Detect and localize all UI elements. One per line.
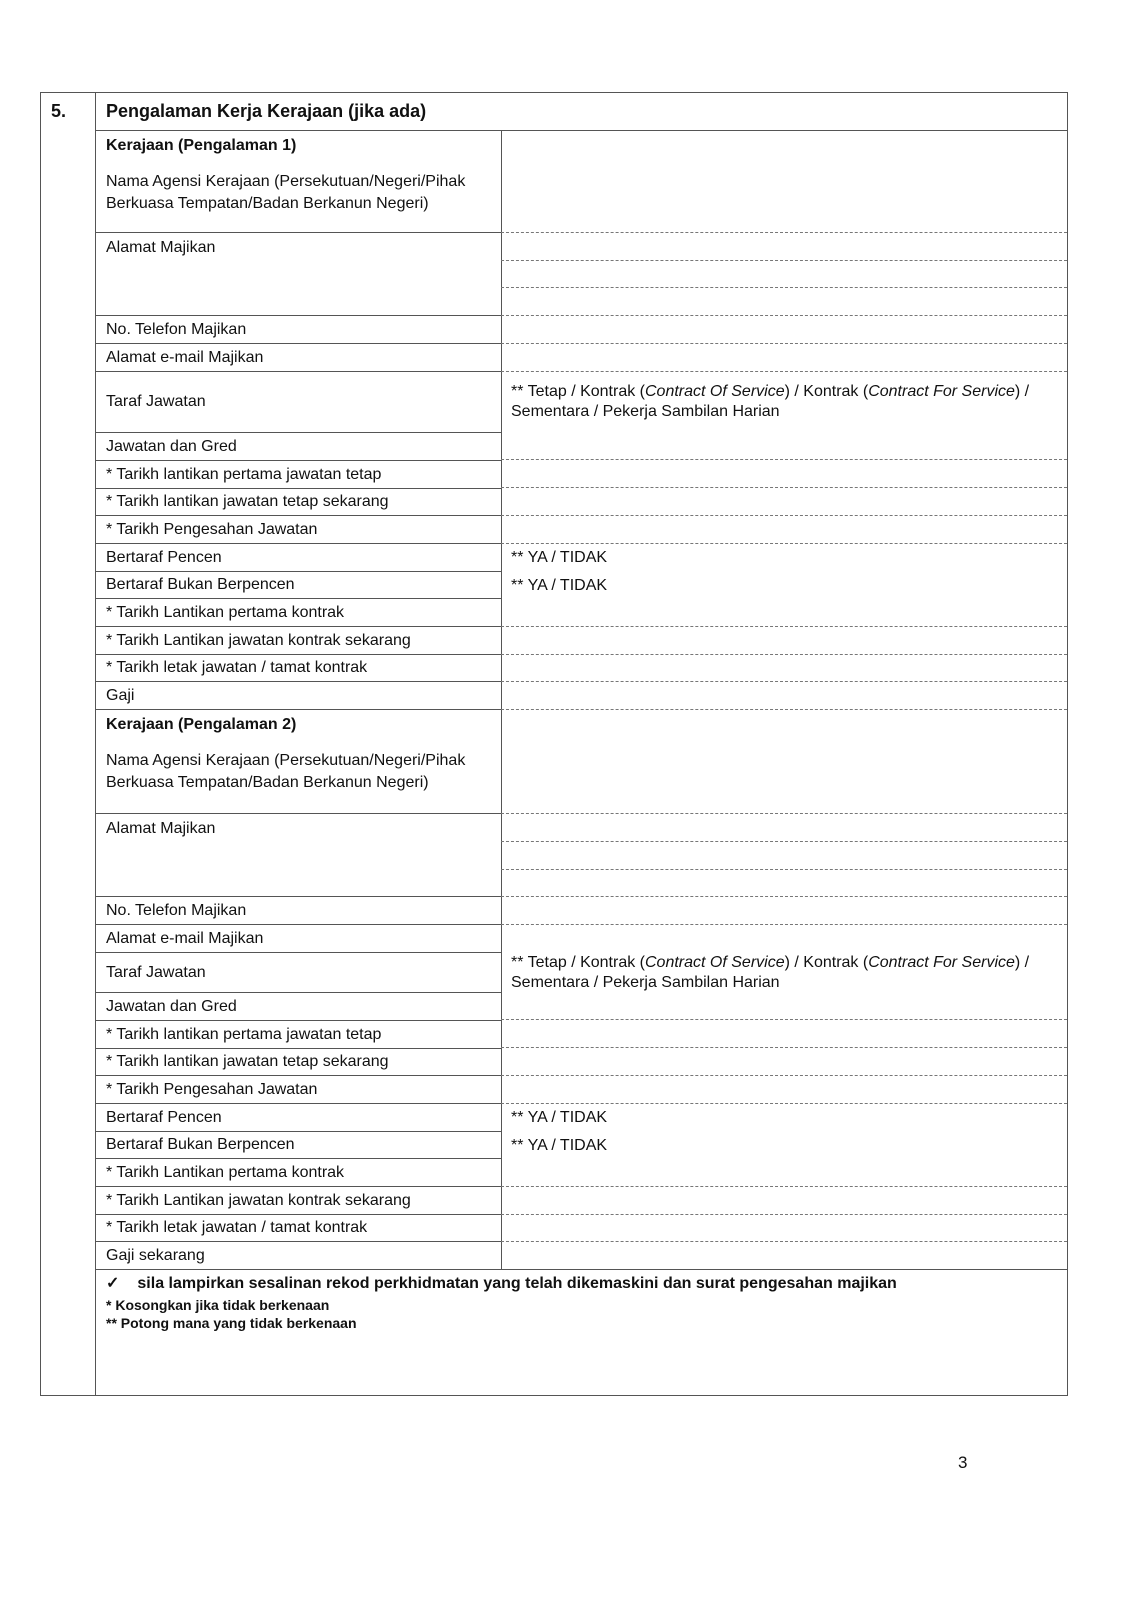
input-line[interactable] <box>501 1186 1067 1187</box>
experience-heading: Kerajaan (Pengalaman 2) <box>106 716 297 733</box>
input-line[interactable] <box>501 1047 1067 1048</box>
footnote-strike: ** Potong mana yang tidak berkenaan <box>106 1315 357 1331</box>
bukan-pencen-value: ** YA / TIDAK <box>511 1137 608 1154</box>
field-label: * Tarikh Pengesahan Jawatan <box>106 1080 318 1098</box>
input-line[interactable] <box>501 841 1067 842</box>
input-line[interactable] <box>501 654 1067 655</box>
input-line[interactable] <box>501 1241 1067 1242</box>
taraf-jawatan-options <box>511 382 1056 422</box>
field-label: * Tarikh letak jawatan / tamat kontrak <box>106 659 368 676</box>
field-label: Bertaraf Pencen <box>106 548 222 566</box>
input-line[interactable] <box>501 681 1067 682</box>
input-line[interactable] <box>501 1019 1067 1020</box>
taraf-jawatan-options <box>511 953 1056 993</box>
check-icon: ✓ <box>106 1275 120 1292</box>
agency-name-label <box>96 131 500 232</box>
field-label: Jawatan dan Gred <box>106 997 237 1015</box>
field-label: Taraf Jawatan <box>106 393 206 410</box>
field-label: Bertaraf Bukan Berpencen <box>106 1136 295 1153</box>
option-text: ) / Kontrak ( <box>784 954 869 971</box>
agency-label: Nama Agensi Kerajaan (Persekutuan/Negeri/Pihak Berkuasa Tempatan/Badan Berkanun Negeri) <box>106 173 466 212</box>
pencen-value: ** YA / TIDAK <box>511 1109 608 1126</box>
option-text: ) / Sementara / Pekerja Sambilan Harian <box>511 383 1030 420</box>
input-line[interactable] <box>501 459 1067 460</box>
row-divider <box>95 1269 1067 1270</box>
contract-type-italic: Contract For Service <box>868 383 1015 400</box>
field-label: Taraf Jawatan <box>106 963 206 981</box>
field-label: Alamat e-mail Majikan <box>106 929 264 947</box>
input-line[interactable] <box>501 232 1067 233</box>
input-line[interactable] <box>501 287 1067 288</box>
contract-type-italic: Contract For Service <box>868 954 1015 971</box>
option-text: ** Tetap / Kontrak ( <box>511 954 645 971</box>
contract-type-italic: Contract Of Service <box>645 383 785 400</box>
field-label: Alamat Majikan <box>106 239 216 256</box>
pencen-value: ** YA / TIDAK <box>511 549 608 566</box>
field-label: * Tarikh Lantikan pertama kontrak <box>106 1163 345 1181</box>
input-line[interactable] <box>501 626 1067 627</box>
input-line[interactable] <box>501 1075 1067 1076</box>
field-label: * Tarikh Pengesahan Jawatan <box>106 520 318 538</box>
footnote-empty: * Kosongkan jika tidak berkenaan <box>106 1297 330 1313</box>
input-line[interactable] <box>501 1214 1067 1215</box>
option-text: ) / Kontrak ( <box>784 383 869 400</box>
field-label: Alamat Majikan <box>106 820 216 837</box>
input-line[interactable] <box>501 487 1067 488</box>
section-number: 5. <box>51 101 67 121</box>
section-title: Pengalaman Kerja Kerajaan (jika ada) <box>106 101 427 121</box>
field-label: No. Telefon Majikan <box>106 320 247 338</box>
experience-heading: Kerajaan (Pengalaman 1) <box>106 137 297 154</box>
input-line[interactable] <box>501 371 1067 372</box>
field-label: Bertaraf Bukan Berpencen <box>106 576 295 593</box>
field-label: * Tarikh lantikan pertama jawatan tetap <box>106 1025 382 1043</box>
field-label: * Tarikh Lantikan pertama kontrak <box>106 603 345 621</box>
field-label: * Tarikh letak jawatan / tamat kontrak <box>106 1219 368 1236</box>
field-label: * Tarikh lantikan jawatan tetap sekarang <box>106 493 389 510</box>
input-line[interactable] <box>501 343 1067 344</box>
option-text: ** Tetap / Kontrak ( <box>511 383 645 400</box>
page-number: 3 <box>958 1453 968 1472</box>
contract-type-italic: Contract Of Service <box>645 954 785 971</box>
agency-label: Nama Agensi Kerajaan (Persekutuan/Negeri/Pihak Berkuasa Tempatan/Badan Berkanun Negeri) <box>106 752 466 791</box>
input-line[interactable] <box>501 260 1067 261</box>
field-label: * Tarikh Lantikan jawatan kontrak sekarang <box>106 1191 411 1209</box>
column-divider <box>501 130 502 1269</box>
field-label: Gaji <box>106 686 135 704</box>
input-line[interactable] <box>501 515 1067 516</box>
field-label: No. Telefon Majikan <box>106 901 247 919</box>
field-label: Alamat e-mail Majikan <box>106 348 264 366</box>
agency-name-label <box>96 710 500 813</box>
input-line[interactable] <box>501 869 1067 870</box>
field-label: * Tarikh lantikan jawatan tetap sekarang <box>106 1053 389 1070</box>
field-label: * Tarikh Lantikan jawatan kontrak sekarang <box>106 631 411 649</box>
input-line[interactable] <box>501 813 1067 814</box>
option-text: ) / Sementara / Pekerja Sambilan Harian <box>511 954 1030 991</box>
field-label: * Tarikh lantikan pertama jawatan tetap <box>106 465 382 483</box>
input-line[interactable] <box>501 1103 1067 1104</box>
field-label: Jawatan dan Gred <box>106 437 237 455</box>
input-line[interactable] <box>501 543 1067 544</box>
input-line[interactable] <box>501 924 1067 925</box>
field-label: Bertaraf Pencen <box>106 1108 222 1126</box>
input-line[interactable] <box>501 896 1067 897</box>
input-line[interactable] <box>501 315 1067 316</box>
attachment-note: ✓ sila lampirkan sesalinan rekod perkhidmatan yang telah dikemaskini dan surat pengesahan majikan <box>106 1275 897 1292</box>
input-line[interactable] <box>501 709 1067 710</box>
bukan-pencen-value: ** YA / TIDAK <box>511 577 608 594</box>
field-label: Gaji sekarang <box>106 1246 205 1264</box>
